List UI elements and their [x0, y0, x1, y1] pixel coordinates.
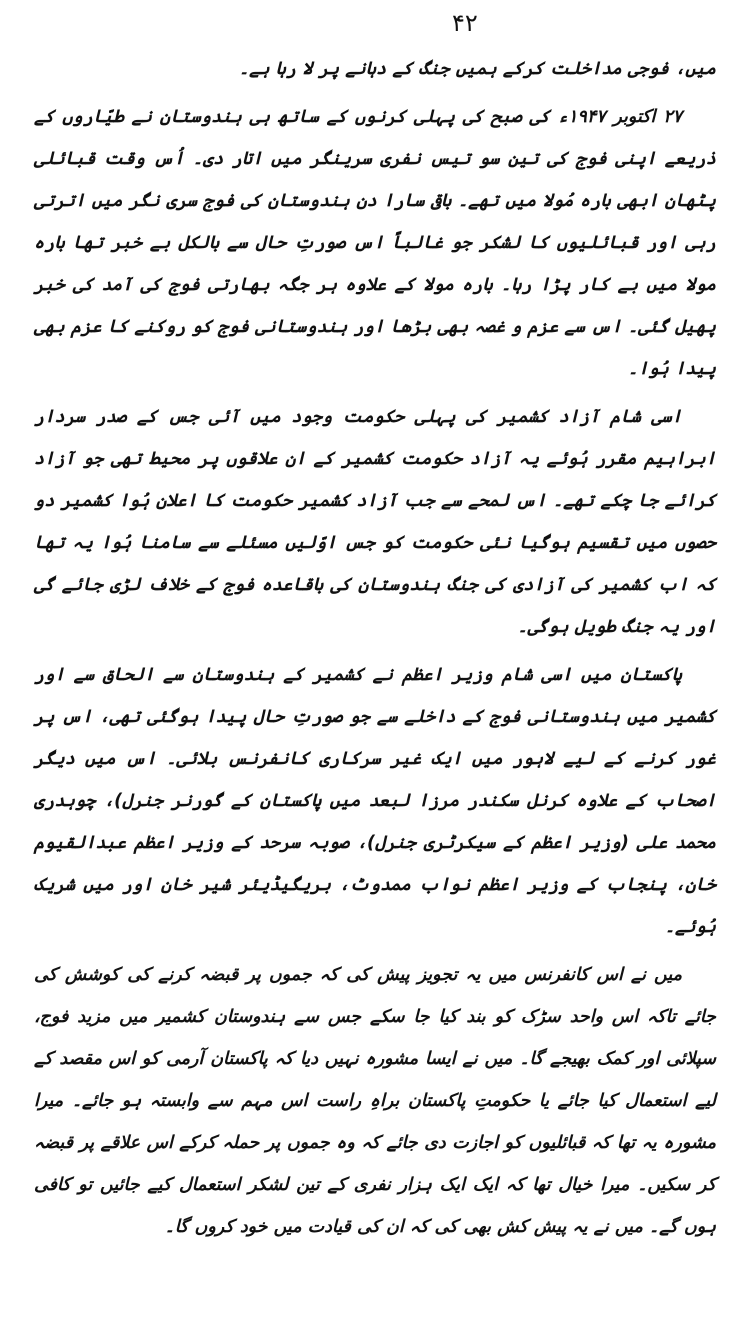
paragraph: ۲۷ اکتوبر ۱۹۴۷ء کی صبح کی پہلی کرنوں کے ساتھ ہی ہندوستان نے طیّاروں کے ذریعے اپنی فوج کی تین سو تیس نفری سرینگر میں اتار دی۔ اُس وقت قبائلی پٹھان ابھی بارہ مُولا میں تھے۔ باقی سارا دن ہندوستان کی فوج سری نگر میں اترتی رہی اور قبائلیوں کا لشکر جو غالباً اس صورتِ حال سے بالکل بے خبر تھا بارہ مولا میں بے کار پڑا رہا۔ بارہ مولا کے علاوہ ہر جگہ بھارتی فوج کی آمد کی خبر پھیل گئی۔ اس سے عزم و غصہ بھی بڑھا اور ہندوستانی فوج کو روکنے کا عزم بھی پیدا ہُوا۔	[34, 107, 716, 379]
page-body	[34, 48, 716, 1248]
paragraph: پاکستان میں اسی شام وزیر اعظم نے کشمیر کے ہندوستان سے الحاق سے اور کشمیر میں ہندوستانی فوج کے داخلے سے جو صورتِ حال پیدا ہوگئی تھی، اس پر غور کرنے کے لیے لاہور میں ایک غیر سرکاری کانفرنس بلائی۔ اس میں دیگر اصحاب کے علاوہ کرنل سکندر مرزا لبعد میں پاکستان کے گورنر جنرل)، چوہدری محمد علی (وزیر اعظم کے سیکرٹری جنرل)، صوبہ سرحد کے وزیر اعظم عبدالقیوم خان، پنجاب کے وزیر اعظم نواب ممدوٹ، بریگیڈیئر شیر خان اور میں شریک ہُوئے۔	[34, 665, 716, 937]
page-number: ۴۲	[452, 9, 478, 37]
paragraph: اسی شام آزاد کشمیر کی پہلی حکومت وجود میں آئی جس کے صدر سردار ابراہیم مقرر ہُوئے یہ آزاد حکومت کشمیر کے ان علاقوں پر محیط تھی جو آزاد کرائے جا چکے تھے۔ اس لمحے سے جب آزاد کشمیر حکومت کا اعلان ہُوا کشمیر دو حصوں میں تقسیم ہوگیا نئی حکومت کو جس اوّلیں مسئلے سے سامنا ہُوا یہ تھا کہ اب کشمیر کی آزادی کی جنگ ہندوستان کی باقاعدہ فوج کے خلاف لڑی جائے گی اور یہ جنگ طویل ہوگی۔	[34, 407, 716, 637]
paragraph: میں نے اس کانفرنس میں یہ تجویز پیش کی کہ جموں پر قبضہ کرنے کی کوشش کی جائے تاکہ اس واحد سڑک کو بند کیا جا سکے جس سے ہندوستان کشمیر میں مزید فوج، سپلائی اور کمک بھیجے گا۔ میں نے ایسا مشورہ نہیں دیا کہ پاکستان آرمی کو اس مقصد کے لیے استعمال کیا جائے یا حکومتِ پاکستان براہِ راست اس مہم سے وابستہ ہو جائے۔ میرا مشورہ یہ تھا کہ قبائلیوں کو اجازت دی جائے کہ وہ جموں پر حملہ کرکے اس علاقے پر قبضہ کر سکیں۔ میرا خیال تھا کہ ایک ایک ہزار نفری کے تین لشکر استعمال کیے جائیں تو کافی ہوں گے۔ میں نے یہ پیش کش بھی کی کہ ان کی قیادت میں خود کروں گا۔	[34, 965, 716, 1237]
paragraph: میں، فوجی مداخلت کرکے ہمیں جنگ کے دہانے پر لا رہا ہے۔	[238, 59, 716, 79]
